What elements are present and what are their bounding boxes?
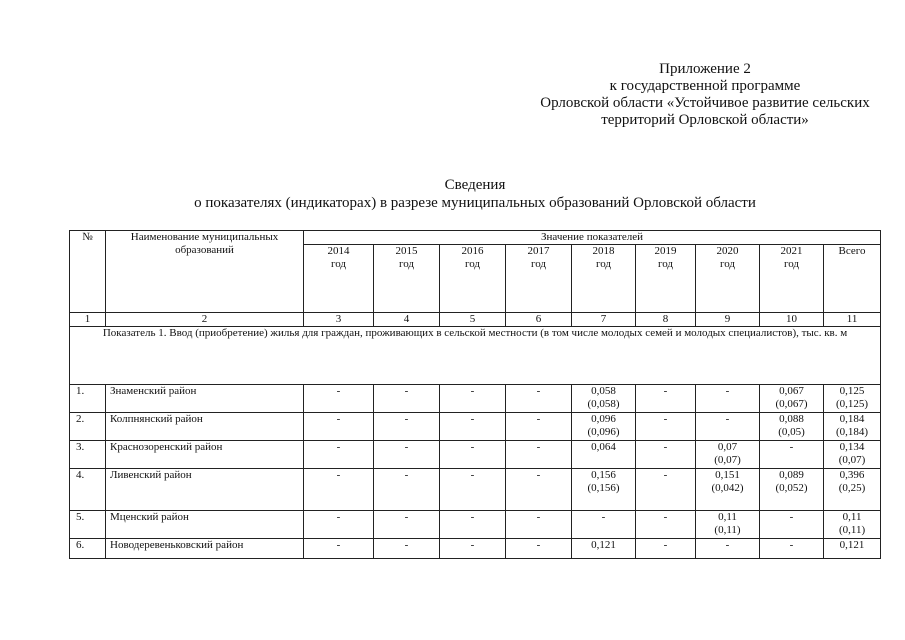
column-number: 9 [696, 313, 760, 327]
value-cell [572, 413, 636, 441]
value-main: - [789, 511, 794, 523]
value-cell [572, 539, 636, 559]
appendix-line: Орловской области «Устойчивое развитие сельских [540, 95, 870, 111]
value-cell [374, 511, 440, 539]
value-main: - [536, 511, 541, 523]
value-cell [824, 469, 881, 511]
value-main: - [470, 469, 475, 481]
value-cell [440, 511, 506, 539]
value-main: 0,067 [779, 385, 804, 397]
header-year [636, 245, 696, 313]
appendix-heading [520, 61, 890, 129]
value-main: - [663, 441, 668, 453]
value-main: 0,064 [591, 441, 616, 453]
table-row [70, 441, 881, 469]
value-main: - [404, 385, 409, 397]
year-unit: год [719, 258, 736, 270]
value-cell [440, 469, 506, 511]
value-cell [824, 385, 881, 413]
value-sub: (0,05) [778, 426, 805, 438]
value-sub: (0,07) [838, 454, 866, 466]
value-cell [506, 385, 572, 413]
value-cell [572, 469, 636, 511]
table-row [70, 539, 881, 559]
value-sub: (0,184) [835, 426, 869, 438]
column-number: 7 [572, 313, 636, 327]
value-main: - [404, 511, 409, 523]
value-cell [304, 539, 374, 559]
value-cell [636, 441, 696, 469]
value-sub: (0,11) [714, 524, 741, 536]
value-main: 0,089 [779, 469, 804, 481]
value-cell [824, 539, 881, 559]
value-main: 0,11 [718, 511, 737, 523]
value-main: - [470, 385, 475, 397]
column-number: 8 [636, 313, 696, 327]
year-unit: год [657, 258, 674, 270]
value-cell [304, 469, 374, 511]
column-number: 6 [506, 313, 572, 327]
column-number: 3 [304, 313, 374, 327]
value-main: 0,121 [591, 539, 616, 551]
value-cell [572, 385, 636, 413]
year-value: 2015 [395, 245, 418, 257]
appendix-line: к государственной программе [609, 78, 801, 94]
value-cell [636, 385, 696, 413]
table-row [70, 511, 881, 539]
value-cell [304, 511, 374, 539]
header-year [374, 245, 440, 313]
value-main: - [601, 511, 606, 523]
appendix-line: территорий Орловской области» [601, 112, 809, 128]
value-main: - [404, 539, 409, 551]
value-main: - [725, 385, 730, 397]
indicators-table [69, 230, 881, 559]
column-number: 1 [70, 313, 106, 327]
appendix-line: Приложение 2 [659, 61, 751, 77]
year-value: 2021 [780, 245, 803, 257]
value-cell [374, 385, 440, 413]
value-main: 0,11 [842, 511, 862, 523]
year-unit: год [398, 258, 415, 270]
table-row [70, 413, 881, 441]
value-main: - [336, 441, 341, 453]
title-line: о показателях (индикаторах) в разрезе муниципальных образований Орловской области [194, 195, 756, 211]
value-cell [304, 385, 374, 413]
value-cell [506, 413, 572, 441]
year-value: 2017 [527, 245, 550, 257]
value-main: - [536, 539, 541, 551]
year-unit: год [595, 258, 612, 270]
value-cell [374, 441, 440, 469]
municipality-name: Ливенский район [106, 469, 304, 511]
value-sub: (0,25) [838, 482, 866, 494]
column-number: 5 [440, 313, 506, 327]
value-cell [760, 385, 824, 413]
value-cell [374, 469, 440, 511]
value-main: - [336, 413, 341, 425]
year-value: 2018 [592, 245, 615, 257]
value-sub: (0,067) [775, 398, 808, 410]
value-main: - [789, 441, 794, 453]
value-main: - [663, 539, 668, 551]
value-main: - [404, 413, 409, 425]
value-sub: (0,125) [835, 398, 869, 410]
header-year [304, 245, 374, 313]
year-unit: год [464, 258, 481, 270]
value-cell [696, 539, 760, 559]
value-main: 0,184 [839, 413, 865, 425]
value-main: - [404, 469, 409, 481]
value-cell [440, 413, 506, 441]
value-cell [824, 413, 881, 441]
value-main: - [663, 413, 668, 425]
value-main: 0,125 [839, 385, 865, 397]
value-main: 0,134 [839, 441, 865, 453]
value-cell [636, 413, 696, 441]
header-number: № [70, 231, 106, 313]
value-cell [374, 539, 440, 559]
table-row [70, 469, 881, 511]
value-sub: (0,07) [714, 454, 741, 466]
value-cell [636, 511, 696, 539]
value-main: 0,096 [591, 413, 616, 425]
value-main: - [789, 539, 794, 551]
value-sub: (0,156) [587, 482, 620, 494]
row-number: 1. [70, 385, 106, 413]
value-cell [572, 511, 636, 539]
value-main: 0,121 [839, 539, 865, 551]
value-main: - [663, 469, 668, 481]
value-main: - [725, 413, 730, 425]
value-cell [440, 441, 506, 469]
value-cell [506, 511, 572, 539]
value-main: - [336, 469, 341, 481]
header-values: Значение показателей [304, 231, 881, 245]
value-main: - [336, 385, 341, 397]
year-value: 2020 [716, 245, 739, 257]
municipality-name: Мценский район [106, 511, 304, 539]
value-main: - [536, 469, 541, 481]
value-sub: (0,058) [587, 398, 620, 410]
value-cell [760, 469, 824, 511]
row-number: 6. [70, 539, 106, 559]
value-cell [824, 511, 881, 539]
value-cell [374, 413, 440, 441]
value-cell [760, 511, 824, 539]
value-cell [760, 441, 824, 469]
value-cell [696, 469, 760, 511]
year-value: 2016 [461, 245, 484, 257]
value-cell [760, 539, 824, 559]
year-unit: год [530, 258, 547, 270]
value-main: - [725, 539, 730, 551]
value-main: 0,07 [717, 441, 738, 453]
value-main: - [470, 539, 475, 551]
value-cell [440, 385, 506, 413]
header-total: Всего [824, 245, 881, 313]
value-main: - [470, 441, 475, 453]
value-cell [304, 441, 374, 469]
section-heading: Показатель 1. Ввод (приобретение) жилья для граждан, проживающих в сельской местности (в том числе молодых семей и молодых специалистов), тыс. кв. м [70, 327, 881, 385]
municipality-name: Колпнянский район [106, 413, 304, 441]
column-number: 2 [106, 313, 304, 327]
table-row [70, 385, 881, 413]
header-year [760, 245, 824, 313]
value-cell [696, 413, 760, 441]
value-main: 0,151 [715, 469, 740, 481]
row-number: 4. [70, 469, 106, 511]
value-main: 0,088 [779, 413, 804, 425]
value-cell [506, 539, 572, 559]
value-main: - [404, 441, 409, 453]
header-year [506, 245, 572, 313]
municipality-name: Краснозоренский район [106, 441, 304, 469]
value-main: - [336, 539, 341, 551]
value-main: - [470, 413, 475, 425]
value-sub: (0,052) [775, 482, 808, 494]
value-main: - [536, 441, 541, 453]
value-cell [696, 385, 760, 413]
row-number: 2. [70, 413, 106, 441]
row-number: 5. [70, 511, 106, 539]
value-main: - [470, 511, 475, 523]
municipality-name: Новодеревеньковский район [106, 539, 304, 559]
year-unit: год [783, 258, 800, 270]
value-main: - [536, 413, 541, 425]
value-cell [696, 441, 760, 469]
value-cell [636, 539, 696, 559]
value-cell [572, 441, 636, 469]
header-year [572, 245, 636, 313]
year-value: 2014 [327, 245, 350, 257]
header-year [696, 245, 760, 313]
value-main: - [336, 511, 341, 523]
value-main: - [663, 511, 668, 523]
value-cell [506, 469, 572, 511]
value-cell [304, 413, 374, 441]
value-cell [440, 539, 506, 559]
value-cell [760, 413, 824, 441]
title-line: Сведения [444, 177, 506, 193]
column-number: 10 [760, 313, 824, 327]
header-year [440, 245, 506, 313]
value-main: 0,058 [591, 385, 616, 397]
value-main: 0,396 [839, 469, 865, 481]
value-main: 0,156 [591, 469, 616, 481]
value-main: - [536, 385, 541, 397]
value-sub: (0,11) [838, 524, 866, 536]
row-number: 3. [70, 441, 106, 469]
column-number: 4 [374, 313, 440, 327]
value-sub: (0,096) [587, 426, 620, 438]
year-unit: год [330, 258, 347, 270]
document-title [130, 176, 820, 212]
municipality-name: Знаменский район [106, 385, 304, 413]
value-cell [824, 441, 881, 469]
value-sub: (0,042) [711, 482, 744, 494]
value-main: - [663, 385, 668, 397]
value-cell [506, 441, 572, 469]
year-value: 2019 [654, 245, 677, 257]
header-municipality: Наименование муниципальных образований [106, 231, 304, 313]
column-number: 11 [824, 313, 881, 327]
value-cell [636, 469, 696, 511]
value-cell [696, 511, 760, 539]
